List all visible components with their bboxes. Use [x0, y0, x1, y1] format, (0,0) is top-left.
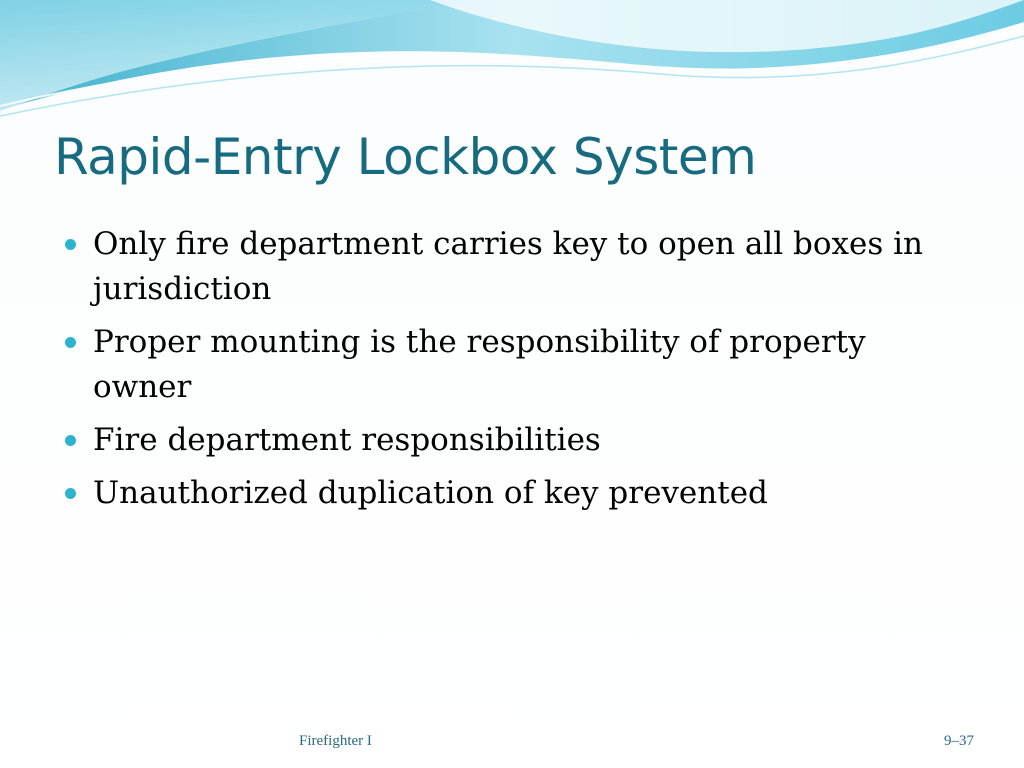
list-item — [62, 222, 962, 312]
footer-course: Firefighter I — [299, 733, 372, 749]
list-item — [62, 471, 962, 516]
bullet-text: Fire department responsibilities — [93, 422, 601, 458]
page-number: 9–37 — [944, 733, 974, 749]
list-item — [62, 320, 962, 410]
slide-title: Rapid-Entry Lockbox System — [54, 128, 757, 186]
bullet-text: Proper mounting is the responsibility of property owner — [93, 324, 866, 405]
bullet-icon — [65, 337, 76, 348]
bullet-icon — [65, 435, 76, 446]
bullet-icon — [65, 239, 76, 250]
header-wave-decoration — [0, 0, 1024, 130]
bullet-text: Unauthorized duplication of key prevented — [93, 475, 768, 511]
bullet-list — [62, 222, 962, 524]
bullet-icon — [65, 488, 76, 499]
bullet-text: Only fire department carries key to open all boxes in jurisdiction — [93, 226, 923, 307]
list-item — [62, 418, 962, 463]
